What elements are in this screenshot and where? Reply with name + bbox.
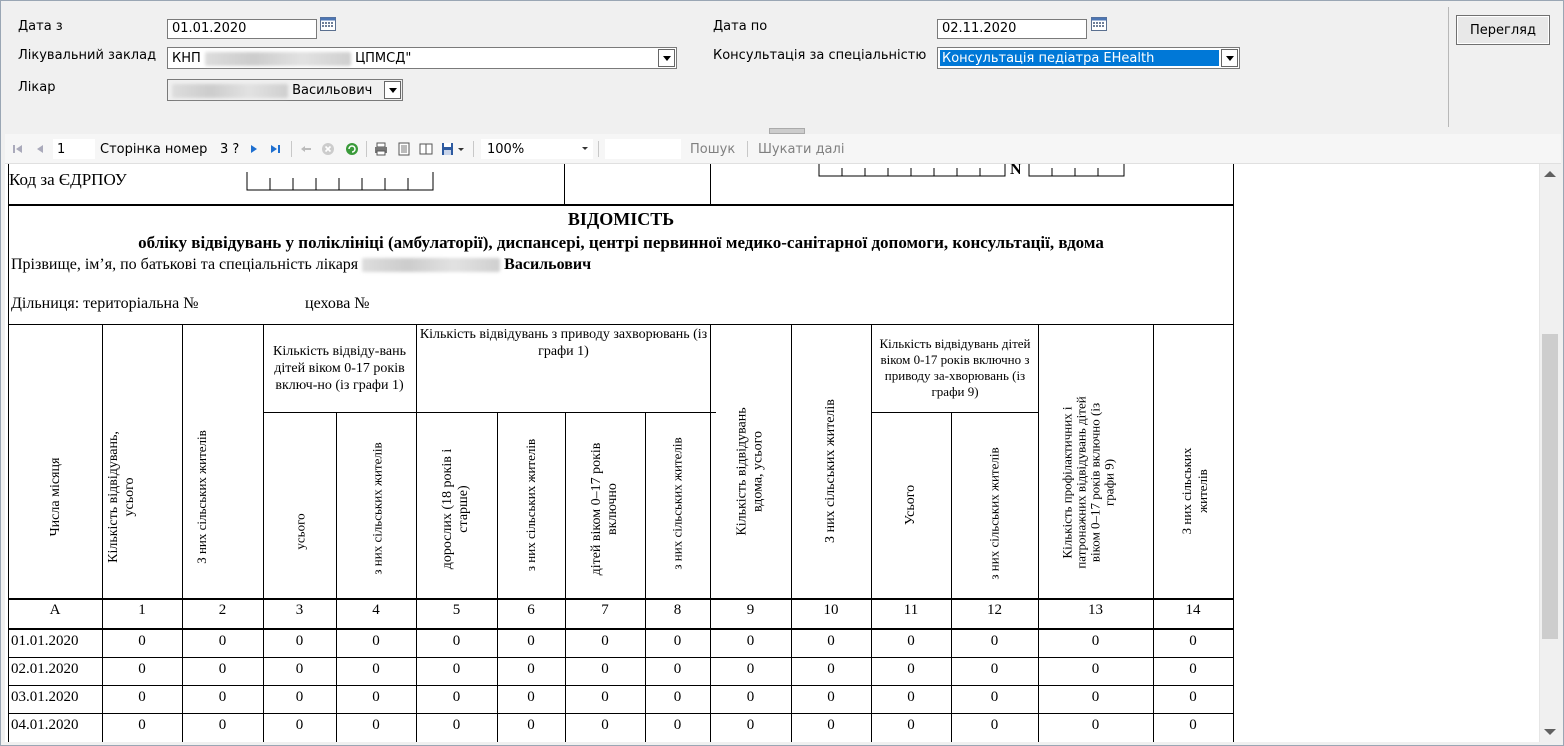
facility-suffix: ЦПМСД"	[355, 51, 412, 66]
table-cell: 0	[527, 717, 535, 733]
doctor-line	[11, 256, 591, 274]
column-number: 1	[138, 602, 146, 618]
table-cell: 0	[295, 717, 304, 733]
table-cell: 0	[138, 689, 146, 705]
header-children-7: дітей віком 0–17 років включно	[589, 442, 620, 576]
refresh-icon[interactable]	[345, 142, 359, 156]
table-cell: 0	[138, 661, 146, 677]
district-label: Дільниця: територіальна №	[11, 295, 199, 312]
vertical-scrollbar[interactable]	[1539, 164, 1560, 742]
column-number: 12	[987, 602, 1002, 618]
column-number: 13	[1088, 602, 1103, 618]
doctor-value: Васильович	[292, 83, 373, 98]
column-number: 5	[452, 602, 461, 618]
table-cell: 0	[990, 661, 999, 677]
header-total-3: усього	[292, 513, 307, 550]
table-cell: 0	[746, 689, 755, 705]
doctor-select[interactable]	[167, 79, 403, 101]
header-rural-10: З них сільських жителів	[823, 399, 838, 543]
table-cell: 0	[601, 661, 609, 677]
header-adults-5: дорослих (18 років і старше)	[440, 448, 471, 570]
page-label: Сторінка номер	[100, 142, 208, 157]
table-cell: 0	[673, 661, 682, 677]
column-number: 10	[823, 602, 839, 618]
table-cell: 0	[138, 633, 146, 649]
chevron-down-icon[interactable]	[1221, 49, 1238, 67]
row-date: 03.01.2020	[11, 689, 79, 705]
table-cell: 0	[218, 633, 227, 649]
table-cell: 0	[1091, 689, 1100, 705]
doctor-line-label: Прізвище, ім’я, по батькові та спеціальність лікаря	[11, 256, 359, 273]
table-cell: 0	[601, 633, 609, 649]
prev-page-icon[interactable]	[33, 142, 47, 156]
doctor-label: Лікар	[18, 80, 56, 95]
date-to-input[interactable]: 02.11.2020	[937, 19, 1087, 39]
export-icon[interactable]	[441, 142, 455, 156]
row-date: 04.01.2020	[11, 717, 79, 733]
table-cell: 0	[527, 633, 535, 649]
column-number: 3	[295, 602, 304, 618]
column-number: 11	[903, 602, 919, 618]
header-total-11: Усього	[903, 484, 918, 526]
table-cell: 0	[527, 661, 535, 677]
table-cell: 0	[218, 689, 227, 705]
row-date: 02.01.2020	[11, 661, 79, 677]
header-rural-4: з них сільських жителів	[369, 442, 384, 575]
table-cell: 0	[295, 661, 304, 677]
report-view	[5, 164, 1539, 742]
search-button[interactable]: Пошук	[690, 142, 736, 157]
report-subtitle: обліку відвідувань у поліклініці (амбулаторії), диспансері, центрі первинної медико-санітарної допомоги, консультації, вдома	[138, 233, 1104, 252]
table-cell: 0	[452, 633, 461, 649]
page-number-value: 1	[57, 142, 66, 157]
table-cell: 0	[746, 661, 755, 677]
table-cell: 0	[907, 661, 915, 677]
redacted-text	[362, 258, 500, 272]
table-cell: 0	[1189, 661, 1197, 677]
table-cell: 0	[746, 633, 755, 649]
table-cell: 0	[1189, 717, 1197, 733]
table-cell: 0	[990, 633, 999, 649]
table-cell: 0	[372, 661, 380, 677]
column-number: 14	[1185, 602, 1201, 618]
table-cell: 0	[827, 633, 835, 649]
table-cell: 0	[452, 717, 461, 733]
n-label: N	[1010, 164, 1022, 178]
table-cell: 0	[601, 689, 609, 705]
search-input[interactable]	[605, 139, 681, 159]
column-number: 8	[673, 602, 682, 618]
code-boxes	[817, 164, 1007, 178]
table-cell: 0	[452, 689, 461, 705]
table-cell: 0	[907, 633, 915, 649]
header-rural-14: З них сільських жителів	[1179, 447, 1210, 535]
date-from-input[interactable]: 01.01.2020	[167, 19, 317, 39]
disease-group-header: Кількість відвідувань з приводу захворювань (із графи 1)	[419, 327, 708, 359]
header-home-9: Кількість відвідувань вдома, усього	[734, 407, 765, 536]
specialty-label: Консультація за спеціальністю	[713, 48, 927, 63]
scroll-up-icon[interactable]	[1544, 171, 1556, 177]
table-cell: 0	[218, 661, 227, 677]
table-cell: 0	[372, 689, 380, 705]
table-cell: 0	[1189, 689, 1197, 705]
table-cell: 0	[673, 689, 682, 705]
table-cell: 0	[372, 717, 380, 733]
table-cell: 0	[990, 717, 999, 733]
table-cell: 0	[372, 633, 380, 649]
column-number: 2	[218, 602, 227, 618]
table-cell: 0	[1091, 661, 1100, 677]
table-cell: 0	[673, 717, 682, 733]
table-cell: 0	[907, 717, 915, 733]
facility-prefix: КНП	[172, 51, 201, 66]
scroll-down-icon[interactable]	[1544, 729, 1556, 735]
table-cell: 0	[673, 633, 682, 649]
zoom-select[interactable]	[481, 139, 593, 159]
header-month-days: Числа місяця	[48, 457, 63, 537]
header-rural-2: З них сільських жителів	[194, 430, 209, 564]
doctor-line-value: Васильович	[504, 256, 592, 273]
facility-select[interactable]	[167, 47, 677, 69]
table-cell: 0	[1091, 717, 1100, 733]
table-cell: 0	[827, 661, 835, 677]
stop-icon[interactable]	[321, 142, 335, 156]
table-cell: 0	[1091, 633, 1100, 649]
last-page-icon[interactable]	[268, 142, 282, 156]
zoom-value: 100%	[487, 142, 525, 157]
report-title: ВІДОМІСТЬ	[567, 209, 675, 229]
column-number: 4	[372, 602, 380, 618]
table-cell: 0	[138, 717, 146, 733]
chevron-down-icon[interactable]	[658, 49, 675, 67]
scrollbar-thumb[interactable]	[1542, 334, 1558, 639]
edrpou-label: Код за ЄДРПОУ	[9, 170, 127, 189]
header-preventive-13: Кількість профілактичних і патронажних відвідувань дітей віком 0–17 років включно (із графи 9)	[1059, 396, 1116, 569]
children-disease-group-header: Кількість відвідувань дітей віком 0-17 років включно з приводу за-хворювань (із графи 9)	[879, 336, 1031, 399]
table-cell: 0	[295, 689, 304, 705]
date-from-label: Дата з	[18, 19, 63, 34]
page-layout-icon[interactable]	[397, 142, 411, 156]
header-rural-6: з них сільських жителів	[523, 438, 538, 572]
facility-label: Лікувальний заклад	[18, 48, 157, 63]
n-boxes	[1027, 164, 1127, 178]
table-cell: 0	[218, 717, 227, 733]
table-cell: 0	[295, 633, 304, 649]
table-cell: 0	[1189, 633, 1197, 649]
table-cell: 0	[990, 689, 999, 705]
find-next-button[interactable]: Шукати далі	[758, 142, 845, 157]
chevron-down-icon[interactable]	[384, 81, 401, 99]
column-number: А	[49, 602, 61, 618]
chevron-down-icon[interactable]	[581, 146, 589, 152]
children-group-header: Кількість відвіду-вань дітей віком 0-17 років включ-но (із графи 1)	[273, 343, 406, 393]
column-number: 7	[601, 602, 609, 618]
report-toolbar	[5, 134, 1561, 164]
shop-label: цехова №	[305, 295, 370, 312]
table-cell: 0	[746, 717, 755, 733]
header-rural-12: з них сільських жителів	[986, 447, 1001, 580]
view-button[interactable]: Перегляд	[1456, 15, 1550, 45]
table-cell: 0	[601, 717, 609, 733]
header-visits-total: Кількість відвідувань, усього	[106, 431, 137, 563]
parameters-panel	[5, 7, 1449, 127]
print-icon[interactable]	[374, 142, 388, 156]
calendar-icon[interactable]	[320, 17, 336, 31]
row-date: 01.01.2020	[11, 633, 79, 649]
header-rural-8: з них сільських жителів	[669, 437, 684, 570]
page-number-input[interactable]	[53, 139, 95, 159]
edrpou-boxes	[245, 172, 435, 192]
specialty-select[interactable]	[937, 47, 1240, 69]
page-count: 3 ?	[220, 142, 240, 157]
page-setup-icon[interactable]	[419, 142, 433, 156]
first-page-icon[interactable]	[11, 142, 25, 156]
export-dropdown-icon[interactable]	[457, 142, 465, 156]
table-cell: 0	[827, 689, 835, 705]
redacted-text	[205, 52, 351, 66]
column-number: 6	[527, 602, 535, 618]
table-cell: 0	[907, 689, 915, 705]
calendar-icon[interactable]	[1091, 17, 1107, 31]
specialty-value: Консультація педіатра EHealth	[942, 51, 1155, 66]
table-cell: 0	[452, 661, 461, 677]
redacted-text	[172, 84, 288, 98]
table-cell: 0	[527, 689, 535, 705]
table-cell: 0	[827, 717, 835, 733]
date-to-label: Дата по	[713, 19, 768, 34]
next-page-icon[interactable]	[247, 142, 261, 156]
column-number: 9	[746, 602, 755, 618]
back-icon[interactable]	[299, 142, 313, 156]
